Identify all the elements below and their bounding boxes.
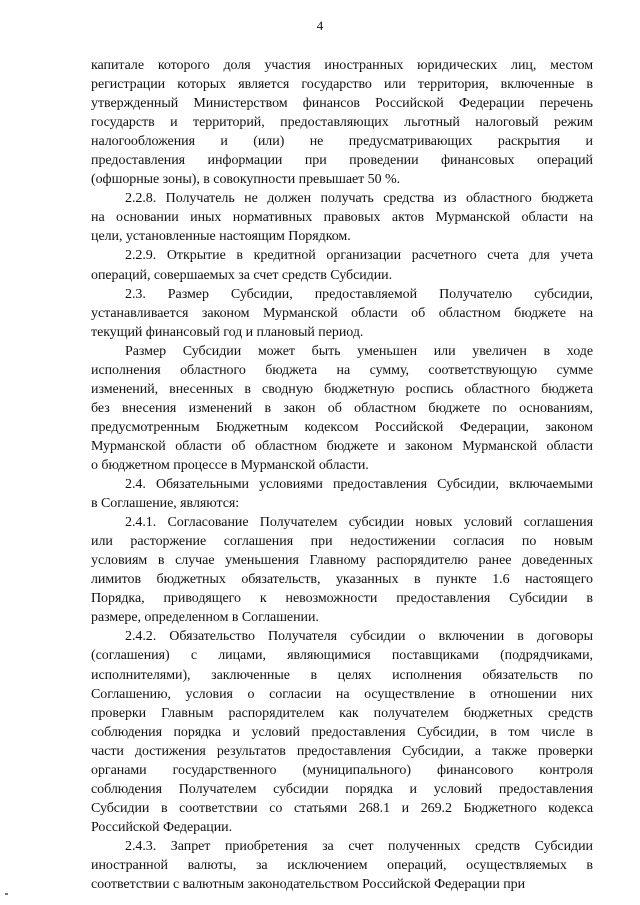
text-line: соответствии с валютным законодательством Российской Федерации при — [91, 877, 526, 893]
text-line: Соглашению, условия о согласии на осуществление в отношении них — [91, 686, 593, 702]
paragraph — [91, 246, 593, 284]
text-line: о бюджетном процессе в Мурманской области. — [91, 457, 369, 473]
paragraph — [91, 189, 593, 246]
text-line: устанавливается законом Мурманской области об областном бюджете на — [91, 305, 593, 321]
text-line: в Соглашение, являются: — [91, 496, 240, 512]
text-line: соблюдения порядка и условий предоставления Субсидии, в том числе в — [91, 724, 593, 740]
text-line: государств и территорий, предоставляющих льготный налоговый режим — [91, 115, 593, 131]
paragraph — [91, 342, 593, 475]
text-line: органами государственного (муниципального) финансового контроля — [91, 762, 593, 778]
text-line: исполнения областного бюджета на сумму, соответствующую сумме — [91, 362, 593, 378]
text-line: без внесения изменений в закон об областном бюджете по основаниям, — [91, 400, 593, 416]
text-line: регистрации которых является государство или территория, включенные в — [91, 77, 593, 93]
text-line: 2.4.2. Обязательство Получателя субсидии о включении в договоры — [125, 629, 593, 645]
text-line: (соглашения) с лицами, являющимися поставщиками (подрядчиками, — [91, 648, 593, 664]
paragraph — [91, 285, 593, 342]
text-line: условиям в случае уменьшения Главному распорядителю ранее доведенных — [91, 553, 593, 569]
text-line: 2.4.1. Согласование Получателем субсидии новых условий соглашения — [125, 515, 593, 531]
text-line: изменений, внесенных в сводную бюджетную роспись областного бюджета — [91, 381, 593, 397]
paragraph — [91, 837, 593, 894]
text-line: 2.2.8. Получатель не должен получать средства из областного бюджета — [125, 191, 593, 207]
text-line: 2.4. Обязательными условиями предоставления Субсидии, включаемыми — [125, 477, 593, 493]
text-line: предоставления информации при проведении финансовых операций — [91, 153, 593, 169]
paragraph — [91, 513, 593, 627]
text-line: утвержденный Министерством финансов Российской Федерации перечень — [91, 96, 593, 112]
text-line: Мурманской области об областном бюджете и законом Мурманской области — [91, 438, 593, 454]
text-line: текущий финансовый год и плановый период. — [91, 324, 364, 340]
text-line: 2.2.9. Открытие в кредитной организации расчетного счета для учета — [125, 248, 593, 264]
text-line: соблюдения Получателем субсидии порядка и условий предоставления — [91, 781, 593, 797]
scan-artifact — [5, 893, 8, 895]
text-line: исполнителями), заключенные в целях исполнения обязательств по — [91, 667, 593, 683]
text-line: цели, установленные настоящим Порядком. — [91, 229, 351, 245]
text-line: налогообложения и (или) не предусматривающих раскрытия и — [91, 134, 593, 150]
text-line: Порядка, приводящего к невозможности предоставления Субсидии в — [91, 591, 593, 607]
text-line: 2.4.3. Запрет приобретения за счет полученных средств Субсидии — [125, 838, 593, 854]
paragraph — [91, 56, 593, 189]
text-line: части достижения результатов предоставления Субсидии, а также проверки — [91, 743, 593, 759]
text-line: Субсидии в соответствии со статьями 268.1 и 269.2 Бюджетного кодекса — [91, 800, 593, 816]
text-line: на основании иных нормативных правовых актов Мурманской области на — [91, 210, 593, 226]
text-line: (офшорные зоны), в совокупности превышает 50 %. — [91, 172, 401, 188]
text-line: иностранной валюты, за исключением операций, осуществляемых в — [91, 857, 593, 873]
text-line: Российской Федерации. — [91, 819, 233, 835]
text-line: проверки Главным распорядителем как получателем бюджетных средств — [91, 705, 593, 721]
text-line: предусмотренным Бюджетным кодексом Российской Федерации, законом — [91, 419, 593, 435]
page-number: 4 — [316, 18, 324, 33]
paragraph — [91, 627, 593, 837]
text-line: лимитов бюджетных обязательств, указанных в пункте 1.6 настоящего — [91, 572, 593, 588]
paragraph — [91, 475, 593, 513]
text-line: или расторжение соглашения при недостижении согласия по новым — [91, 534, 593, 550]
text-line: 2.3. Размер Субсидии, предоставляемой Получателю субсидии, — [125, 286, 593, 302]
text-line: капитале которого доля участия иностранных юридических лиц, местом — [91, 58, 593, 73]
text-line: размере, определенном в Соглашении. — [91, 610, 319, 626]
document-body — [91, 56, 593, 894]
text-line: Размер Субсидии может быть уменьшен или увеличен в ходе — [125, 343, 593, 359]
text-line: операций, совершаемых за счет средств Субсидии. — [91, 267, 393, 283]
